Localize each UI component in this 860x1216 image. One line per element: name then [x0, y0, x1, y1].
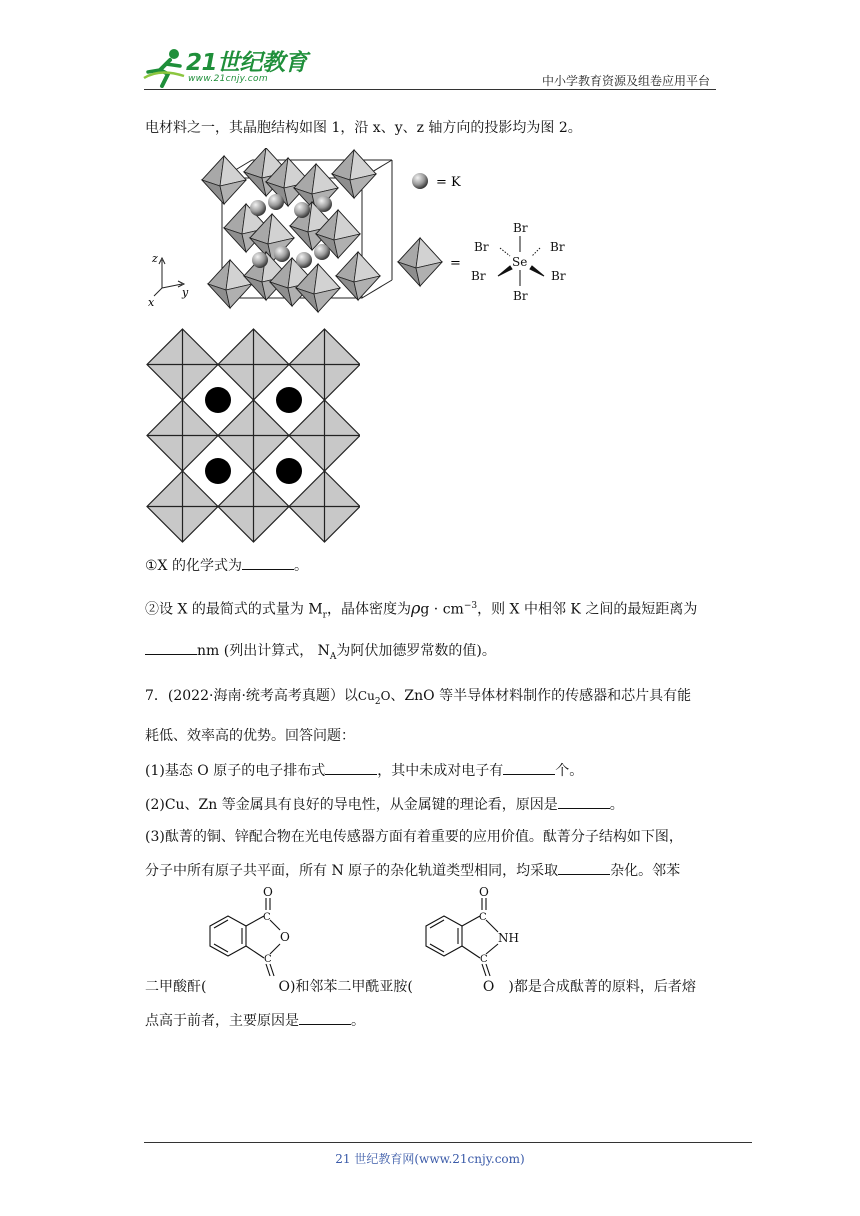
q7-head-a: 7．(2022·海南·统考高考真题）以	[145, 688, 358, 704]
se-center: Se	[512, 255, 528, 269]
question-7-part-3-line-3	[145, 977, 696, 997]
runner-icon	[140, 48, 188, 88]
q2-text-c: ，则 X 中相邻 K 之间的最短距离为	[477, 601, 698, 618]
anhydride-c-bottom: C	[264, 954, 272, 965]
q7-p3-line3-a: 二甲酸酐(	[145, 979, 207, 995]
q7-p1-b: ，其中未成对电子有	[377, 763, 504, 779]
q2-na: N	[317, 643, 330, 659]
question-1	[145, 556, 308, 576]
imide-o-bottom: O	[482, 979, 495, 995]
phthalic-anhydride-structure	[200, 886, 310, 990]
figure-2-projection	[146, 328, 360, 544]
br-lower-right: Br	[551, 269, 566, 283]
imide-o-top: O	[479, 886, 489, 899]
q2-line2-b: 为阿伏加德罗常数的值)。	[336, 643, 496, 659]
projected-k-atom	[205, 387, 231, 413]
anhydride-o-ring: O	[280, 930, 290, 944]
header-divider	[144, 89, 716, 90]
anhydride-o-bottom: O	[278, 979, 290, 995]
q2-na-sub: A	[329, 651, 337, 662]
q2-mr-sub: r	[322, 610, 327, 621]
axis-x-label: x	[148, 296, 155, 309]
question-7-part-3-line-1: (3)酞菁的铜、锌配合物在光电传感器方面有着重要的应用价值。酞菁分子结构如下图，	[145, 829, 683, 845]
q2-text-b: ，晶体密度为	[326, 601, 411, 618]
question-7-head	[145, 686, 691, 712]
q7-p2-b: 。	[609, 797, 624, 813]
q7-p3-line2-a: 分子中所有原子共平面，所有 N 原子的杂化轨道类型相同，均采取	[145, 863, 559, 879]
legend-oct-equals: =	[450, 256, 461, 271]
legend-k-label: = K	[436, 175, 461, 190]
phthalimide-structure	[420, 886, 530, 990]
q7-p2-a: (2)Cu、Zn 等金属具有良好的导电性，从金属键的理论看，原因是	[145, 797, 558, 813]
answer-blank[interactable]	[145, 642, 197, 655]
q7-p1-a: (1)基态 O 原子的电子排布式	[145, 763, 326, 779]
question-7-line-2: 耗低、效率高的优势。回答问题：	[145, 728, 355, 744]
logo-url: www.21cnjy.com	[188, 74, 268, 84]
projected-k-atom	[205, 458, 231, 484]
q2-text-a: ②设 X 的最简式的式量为 M	[145, 601, 323, 618]
projected-k-atom	[276, 387, 302, 413]
br-upper-right: Br	[550, 240, 565, 254]
q7-cu: Cu	[357, 689, 375, 703]
intro-line: 电材料之一，其晶胞结构如图 1，沿 x、y、z 轴方向的投影均为图 2。	[145, 120, 582, 136]
question-7-part-3-line-4	[145, 1011, 365, 1031]
figure-1-crystal-cell	[140, 148, 580, 320]
footer-divider	[144, 1142, 752, 1143]
answer-blank[interactable]	[242, 557, 294, 570]
footer-text: 21 世纪教育网(www.21cnjy.com)	[335, 1152, 525, 1166]
q7-head-b: 、ZnO 等半导体材料制作的传感器和芯片具有能	[390, 688, 692, 704]
q7-p3-line3-c: )都是合成酞菁的原料，后者熔	[508, 979, 696, 995]
q2-units: g · cm	[420, 601, 464, 618]
q7-p3-line4-b: 。	[351, 1013, 365, 1029]
imide-c-top: C	[479, 912, 487, 923]
q7-p3-line3-b: )和邻苯二甲酰亚胺(	[289, 979, 413, 995]
answer-blank[interactable]	[558, 796, 610, 809]
punct: 。	[293, 558, 308, 574]
site-name: 中小学教育资源及组卷应用平台	[541, 74, 710, 88]
answer-blank[interactable]	[503, 762, 555, 775]
q7-p3-line4-a: 点高于前者，主要原因是	[145, 1013, 299, 1029]
br-lower-left: Br	[471, 269, 486, 283]
q7-p3-line2-b: 杂化。邻苯	[610, 863, 681, 879]
answer-blank[interactable]	[325, 762, 377, 775]
imide-nh: NH	[498, 931, 519, 945]
question-1-text: ①X 的化学式为	[145, 558, 242, 574]
axis-y-label: y	[182, 286, 189, 299]
logo-text: 21世纪教育	[186, 50, 308, 76]
anhydride-c-top: C	[263, 912, 271, 923]
br-upper-left: Br	[474, 240, 489, 254]
q2-exp: −3	[463, 601, 478, 611]
q2-rho: ρ	[410, 598, 421, 618]
q7-p1-c: 个。	[555, 763, 584, 779]
answer-blank[interactable]	[299, 1012, 351, 1025]
question-7-part-1	[145, 761, 583, 781]
anhydride-o-top: O	[263, 886, 273, 899]
site-logo	[140, 44, 315, 94]
question-7-part-2	[145, 795, 624, 815]
q7-cu-o: O	[380, 689, 391, 703]
q7-cu-sub: 2	[374, 696, 381, 707]
question-2-line-1	[145, 596, 697, 625]
br-top: Br	[513, 221, 528, 235]
question-7-part-3-line-2	[145, 861, 680, 881]
axis-z-label: z	[152, 252, 158, 265]
question-2-line-2	[145, 641, 496, 667]
q2-line2-a: nm (列出计算式，	[197, 643, 314, 659]
answer-blank[interactable]	[558, 862, 610, 875]
imide-c-bottom: C	[480, 954, 488, 965]
br-bottom: Br	[513, 289, 528, 303]
projected-k-atom	[276, 458, 302, 484]
